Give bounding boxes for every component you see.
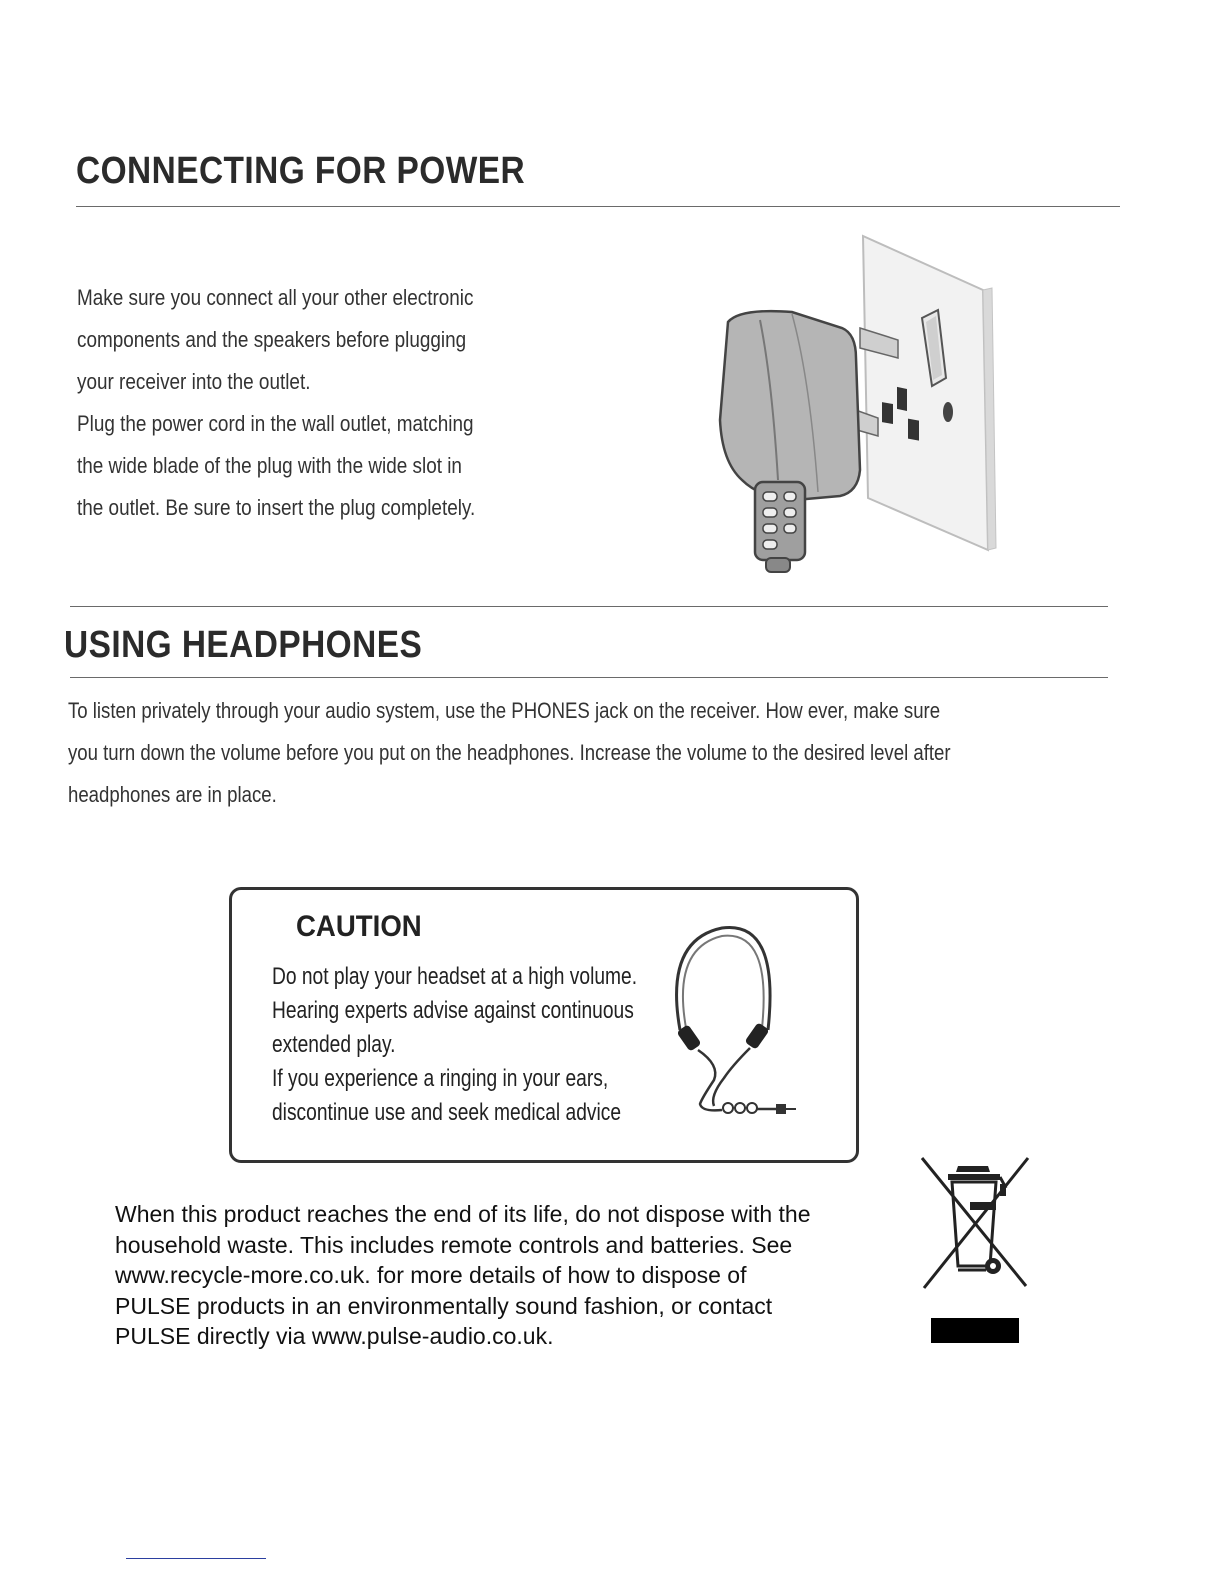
disposal-line: PULSE products in an environmentally sound fashion, or contact bbox=[115, 1292, 773, 1319]
caution-line: Do not play your headset at a high volume. bbox=[272, 963, 638, 990]
headphones-top-rule bbox=[70, 606, 1108, 607]
caution-title: CAUTION bbox=[296, 910, 422, 943]
disposal-line: PULSE directly via www.pulse-audio.co.uk. bbox=[115, 1323, 554, 1349]
disposal-line: www.recycle-more.co.uk. for more details of how to dispose of bbox=[115, 1262, 747, 1288]
power-heading-rule bbox=[76, 206, 1120, 207]
caution-line: discontinue use and seek medical advice bbox=[272, 1099, 622, 1126]
power-line: Plug the power cord in the wall outlet, matching bbox=[77, 411, 474, 436]
disposal-line: When this product reaches the end of its life, do not dispose with the bbox=[115, 1201, 811, 1227]
caution-box bbox=[229, 887, 859, 1163]
footer-rule bbox=[126, 1558, 266, 1559]
headphones-line: headphones are in place. bbox=[68, 782, 277, 807]
power-line: the wide blade of the plug with the wide slot in bbox=[77, 453, 462, 478]
disposal-notice bbox=[115, 1199, 811, 1352]
plug-socket-icon bbox=[700, 230, 1000, 575]
power-line: your receiver into the outlet. bbox=[77, 369, 311, 394]
power-line: Make sure you connect all your other electronic bbox=[77, 285, 474, 310]
headphones-heading-rule bbox=[70, 677, 1108, 678]
headphones-icon bbox=[662, 920, 802, 1120]
crossed-bin-icon bbox=[918, 1154, 1032, 1346]
caution-text bbox=[272, 960, 637, 1130]
power-line: components and the speakers before plugging bbox=[77, 327, 467, 352]
headphones-paragraph bbox=[68, 690, 951, 816]
headphones-heading: USING HEADPHONES bbox=[64, 624, 423, 666]
caution-line: Hearing experts advise against continuous bbox=[272, 997, 634, 1024]
power-heading: CONNECTING FOR POWER bbox=[76, 150, 526, 192]
disposal-line: household waste. This includes remote controls and batteries. See bbox=[115, 1231, 793, 1258]
caution-line: If you experience a ringing in your ears, bbox=[272, 1065, 609, 1092]
caution-line: extended play. bbox=[272, 1031, 396, 1058]
headphones-line: To listen privately through your audio system, use the PHONES jack on the receiver. How ever, make sure bbox=[68, 698, 941, 723]
power-paragraph bbox=[77, 277, 475, 529]
headphones-line: you turn down the volume before you put on the headphones. Increase the volume to the desired level after bbox=[68, 740, 951, 765]
power-line: the outlet. Be sure to insert the plug completely. bbox=[77, 495, 476, 520]
